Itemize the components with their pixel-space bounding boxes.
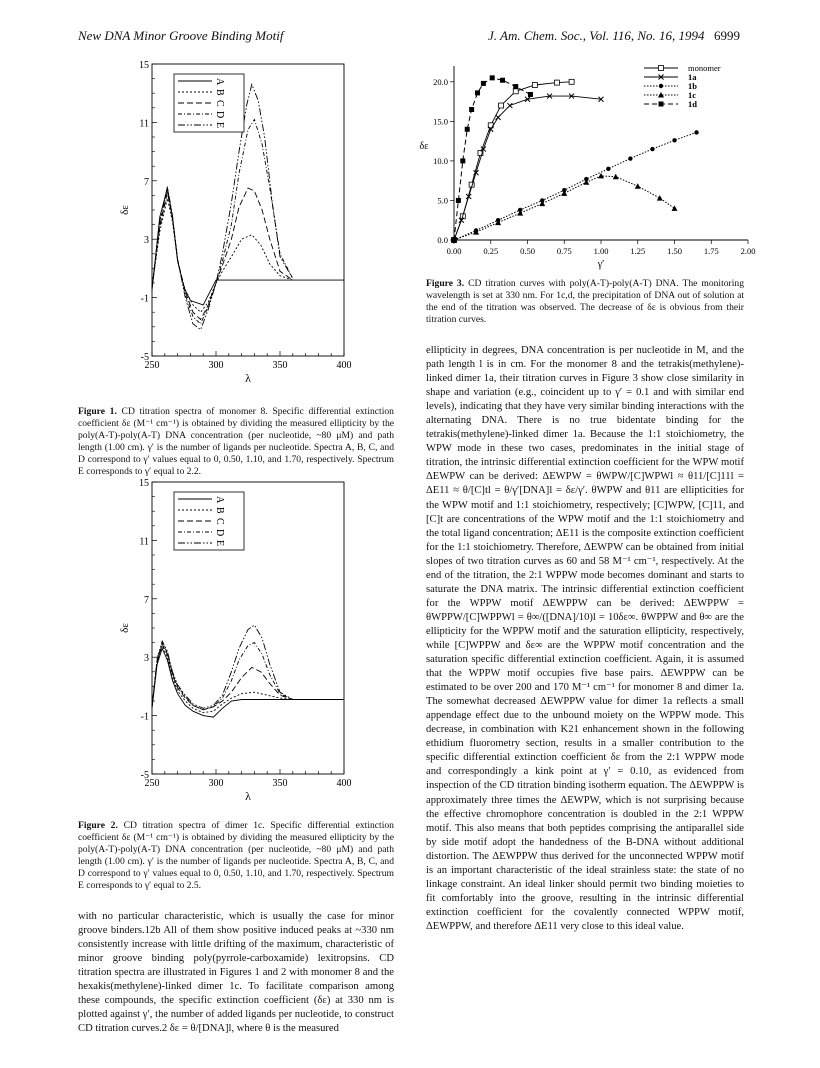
- x-tick-label: 0.75: [556, 246, 572, 256]
- figure-2-caption-text: CD titration spectra of dimer 1c. Specific differential extinction coefficient δε (M⁻¹ cm⁻¹) is obtained by dividing the measured ellipticity by the poly(A-T)-poly(A-T) DNA concentration (per nucleotide, ~80 μM) and path length (1.00 cm). γ′ is the number of ligands per nucleotide. Spectra A, B, C, and D correspond to γ′ values equal to 0, 0.50, 1.10, and 1.70, respectively. Spectrum E corresponds to γ′ equal to 2.5.: [78, 820, 394, 892]
- legend-label: D: [214, 529, 225, 537]
- point-1d: [460, 158, 465, 163]
- legend-label: D: [214, 111, 225, 119]
- point-1d: [490, 75, 495, 80]
- point-1d: [469, 107, 474, 112]
- point-1d: [452, 238, 457, 243]
- point-1c: [672, 205, 678, 211]
- y-tick-label: 3: [144, 653, 149, 665]
- x-tick-label: 250: [144, 360, 160, 371]
- legend-label: 1a: [688, 72, 697, 82]
- point-monomer: [569, 79, 574, 84]
- x-axis-label: λ: [245, 789, 251, 803]
- point-1c: [583, 179, 589, 185]
- x-tick-label: 400: [336, 778, 352, 789]
- running-header-journal: J. Am. Chem. Soc., Vol. 116, No. 16, 1994: [488, 28, 705, 43]
- legend-label: B: [214, 89, 225, 96]
- y-tick-label: 7: [144, 594, 149, 606]
- legend-label: 1c: [688, 90, 697, 100]
- x-axis-label: γ′: [597, 259, 605, 270]
- legend-label: C: [214, 100, 225, 107]
- y-tick-label: 20.0: [433, 76, 448, 87]
- point-1d: [465, 127, 470, 132]
- y-axis-label: δε: [119, 623, 131, 633]
- x-tick-label: 0.50: [520, 246, 535, 256]
- legend-label: 1d: [688, 99, 697, 109]
- point-1d: [528, 92, 533, 97]
- curve-1c: [454, 176, 675, 240]
- legend-marker: [659, 84, 663, 88]
- figure-1-chart: [118, 50, 363, 390]
- body-left-column: [78, 910, 394, 1036]
- point-1c: [635, 183, 641, 189]
- point-1b: [650, 147, 654, 151]
- legend-label: E: [214, 122, 225, 129]
- x-tick-label: 0.00: [446, 246, 462, 256]
- body-paragraph: ellipticity in degrees, DNA concentration is per nucleotide in M, and the path length l is in cm. For the monomer 8 and the tetrakis(methylene)-linked dimer 1a, their titration curves in Figure 3 show close similarity in shape and variation (e.g., coincident up to γ′ = 0.1 and with similar end levels), indicating that they have very similar binding interactions with the alternating DNA. There is no true bidentate binding for the tetrakis(methylene)-linked dimer 1a. Because the 1:1 stoichiometry, the WPW mode in these two cases, predominates in the initial stage of titration, the intrinsic differential extinction coefficient for the WPW motif ΔEWPW can be derived: ΔEWPW = θWPW/[C]WPWl ≈ θ11/[C]11l = ΔE11 ≈ θ/[C]tl = θ/γ′[DNA]l = δε/γ′. θWPW and θ11 are ellipticities for the WPW motif and 1:1 stoichiometry, respectively; [C]WPW, [C]11, and [C]t are concentrations of the WPW motif and the 1:1 stoichiometry and the total ligand concentration; ΔE11 is the composite extinction coefficient for the 1:1 stoichiometry. Therefore, ΔEWPW can be obtained from initial slopes of two titration curves as 60 and 58 M⁻¹ cm⁻¹, respectively. At the end of the titration, the 2:1 WPPW mode becomes dominant and starts to saturate the DNA matrix. The intrinsic differential extinction coefficient for the WPPW motif ΔEWPPW can be derived: ΔEWPPW = θWPPW/[C]WPPWl = θ∞/([DNA]/10)l = 10δε∞. θWPPW and θ∞ are the ellipticity for the WPPW motif and the saturation ellipticity, respectively, while [C]WPPW and δε∞ are the WPPW motif concentration and the saturation specific differential extinction coefficient. Again, it is assumed that the WPPW motif occupies five base pairs. ΔEWPPW can be estimated to be over 200 and 170 M⁻¹ cm⁻¹ for monomer 8 and dimer 1a. The somewhat decreased ΔEWPPW value for dimer 1a reflects a small appendage effect due to the unbound moiety on the WPPW mode. This decrease, in combination with K21 enhancement shown in the following ethidium fluorometry section, results in a smaller contribution to the specific differential extinction coefficient δε from the 2:1 WPPW mode and correspondingly a kink point at γ′ = 0.10, as evidenced from inspection of the CD titration binding isotherm equation. The ΔEWPPW is approximately three times the ΔEWPW, which is not surprising because the effective chromophore concentration is doubled in the 2:1 WPPW motif. This also means that both peptides comprising the antiparallel side by side motif adopt the handedness of the B-DNA without additional distortion. The ΔEWPPW thus derived for the unconnected WPPW motif is an important characteristic of the ideal strainless state: the state of no linkage constraint. An ideal linker should permit two binding moieties to fit comfortably into the groove, resulting in the intrinsic differential extinction coefficient for the covalently connected WPPW motif, ΔEWPPW, and therefore ΔE11 very close to this ideal value.: [426, 345, 744, 932]
- point-1d: [481, 81, 486, 86]
- x-tick-label: 300: [208, 360, 224, 371]
- spectrum-c: [152, 188, 293, 319]
- y-tick-label: 11: [139, 118, 149, 130]
- page-number: 6999: [714, 28, 740, 43]
- point-monomer: [499, 103, 504, 108]
- legend-label: A: [214, 78, 225, 86]
- spectrum-a: [152, 188, 344, 305]
- point-1a: [496, 115, 501, 120]
- y-axis-label: δε: [119, 205, 131, 215]
- y-tick-label: -5: [140, 770, 149, 781]
- point-1c: [657, 195, 663, 201]
- y-tick-label: -5: [140, 352, 149, 363]
- y-tick-label: -1: [140, 711, 149, 723]
- x-tick-label: 2.00: [740, 246, 756, 256]
- spectrum-a: [152, 648, 344, 717]
- curve-1b: [454, 132, 697, 240]
- x-tick-label: 1.00: [593, 246, 609, 256]
- y-tick-label: 7: [144, 176, 149, 188]
- point-1d: [456, 198, 461, 203]
- running-header-left: New DNA Minor Groove Binding Motif: [78, 28, 284, 43]
- figure-3-caption-label: Figure 3.: [426, 278, 465, 289]
- y-tick-label: 15: [139, 60, 149, 71]
- y-tick-label: 15: [139, 478, 149, 489]
- y-axis-label: δε: [419, 141, 429, 153]
- y-tick-label: 0.0: [437, 235, 448, 245]
- figure-3-caption-text: CD titration curves with poly(A-T)-poly(A-T) DNA. The monitoring wavelength is set at 330 nm. For 1c,d, the precipitation of DNA out of solution at the end of the titration was observed. The decrease of δε is obvious from their titration curves.: [426, 278, 744, 326]
- legend-label: 1b: [688, 81, 697, 91]
- x-tick-label: 400: [336, 360, 352, 371]
- point-1c: [613, 174, 619, 180]
- legend-label: A: [214, 496, 225, 504]
- figure-3-chart: [418, 58, 758, 276]
- point-1b: [672, 138, 676, 142]
- y-tick-label: -1: [140, 293, 149, 305]
- point-1d: [475, 90, 480, 95]
- y-tick-label: 5.0: [437, 195, 448, 206]
- figure-2-caption: [78, 820, 394, 893]
- legend-label: monomer: [688, 63, 721, 73]
- legend-label: B: [214, 507, 225, 514]
- body-right-column: [426, 344, 744, 934]
- figure-2-caption-label: Figure 2.: [78, 820, 118, 831]
- figure-1-caption-label: Figure 1.: [78, 406, 117, 417]
- figure-3-caption: [426, 278, 744, 326]
- point-1d: [513, 84, 518, 89]
- point-1d: [500, 78, 505, 83]
- point-monomer: [513, 89, 518, 94]
- figure-1-caption-text: CD titration spectra of monomer 8. Specific differential extinction coefficient δε (M⁻¹ cm⁻¹) is obtained by dividing the measured ellipticity by the poly(A-T)-poly(A-T) DNA concentration (per nucleotide, ~80 μM) and path length (1.00 cm). γ′ is the number of ligands per nucleotide. Spectra A, B, C, and D correspond to γ′ values equal to 0, 0.50, 1.10, and 1.70, respectively. Spectrum E corresponds to γ′ equal to 2.2.: [78, 406, 394, 478]
- point-1b: [694, 130, 698, 134]
- x-tick-label: 350: [272, 778, 288, 789]
- y-tick-label: 3: [144, 235, 149, 247]
- point-1a: [474, 170, 479, 175]
- figure-2-chart: [118, 468, 363, 808]
- x-tick-label: 0.25: [483, 246, 499, 256]
- point-1b: [606, 167, 610, 171]
- x-tick-label: 1.25: [630, 246, 646, 256]
- x-tick-label: 300: [208, 778, 224, 789]
- legend-label: C: [214, 518, 225, 525]
- y-tick-label: 10.0: [433, 155, 448, 166]
- x-tick-label: 1.50: [667, 246, 682, 256]
- spectrum-e: [152, 625, 293, 708]
- x-tick-label: 250: [144, 778, 160, 789]
- legend-marker: [659, 102, 664, 107]
- x-tick-label: 1.75: [703, 246, 719, 256]
- point-1a: [507, 103, 512, 108]
- x-axis-label: λ: [245, 371, 251, 385]
- body-paragraph: with no particular characteristic, which is usually the case for minor groove binders.12b All of them show positive induced peaks at ~330 nm consistently increase with little drifting of the maximum, characteristic of minor groove binding poly(pyrrole-carboxamide) lexitropsins. CD titration spectra are illustrated in Figures 1 and 2 with monomer 8 and the hexakis(methylene)-linked dimer 1c. To facilitate comparison among these compounds, the specific extinction coefficient (δε) at 330 nm is plotted against γ′, the number of added ligands per nucleotide, to construct CD titration curves.2 δε = θ/[DNA]l, where θ is the measured: [78, 911, 394, 1035]
- y-tick-label: 15.0: [433, 116, 448, 127]
- point-1c: [561, 190, 567, 196]
- legend-label: E: [214, 540, 225, 547]
- point-monomer: [554, 80, 559, 85]
- point-monomer: [532, 82, 537, 87]
- y-tick-label: 11: [139, 536, 149, 548]
- point-1b: [628, 156, 632, 160]
- legend-marker: [659, 66, 664, 71]
- x-tick-label: 350: [272, 360, 288, 371]
